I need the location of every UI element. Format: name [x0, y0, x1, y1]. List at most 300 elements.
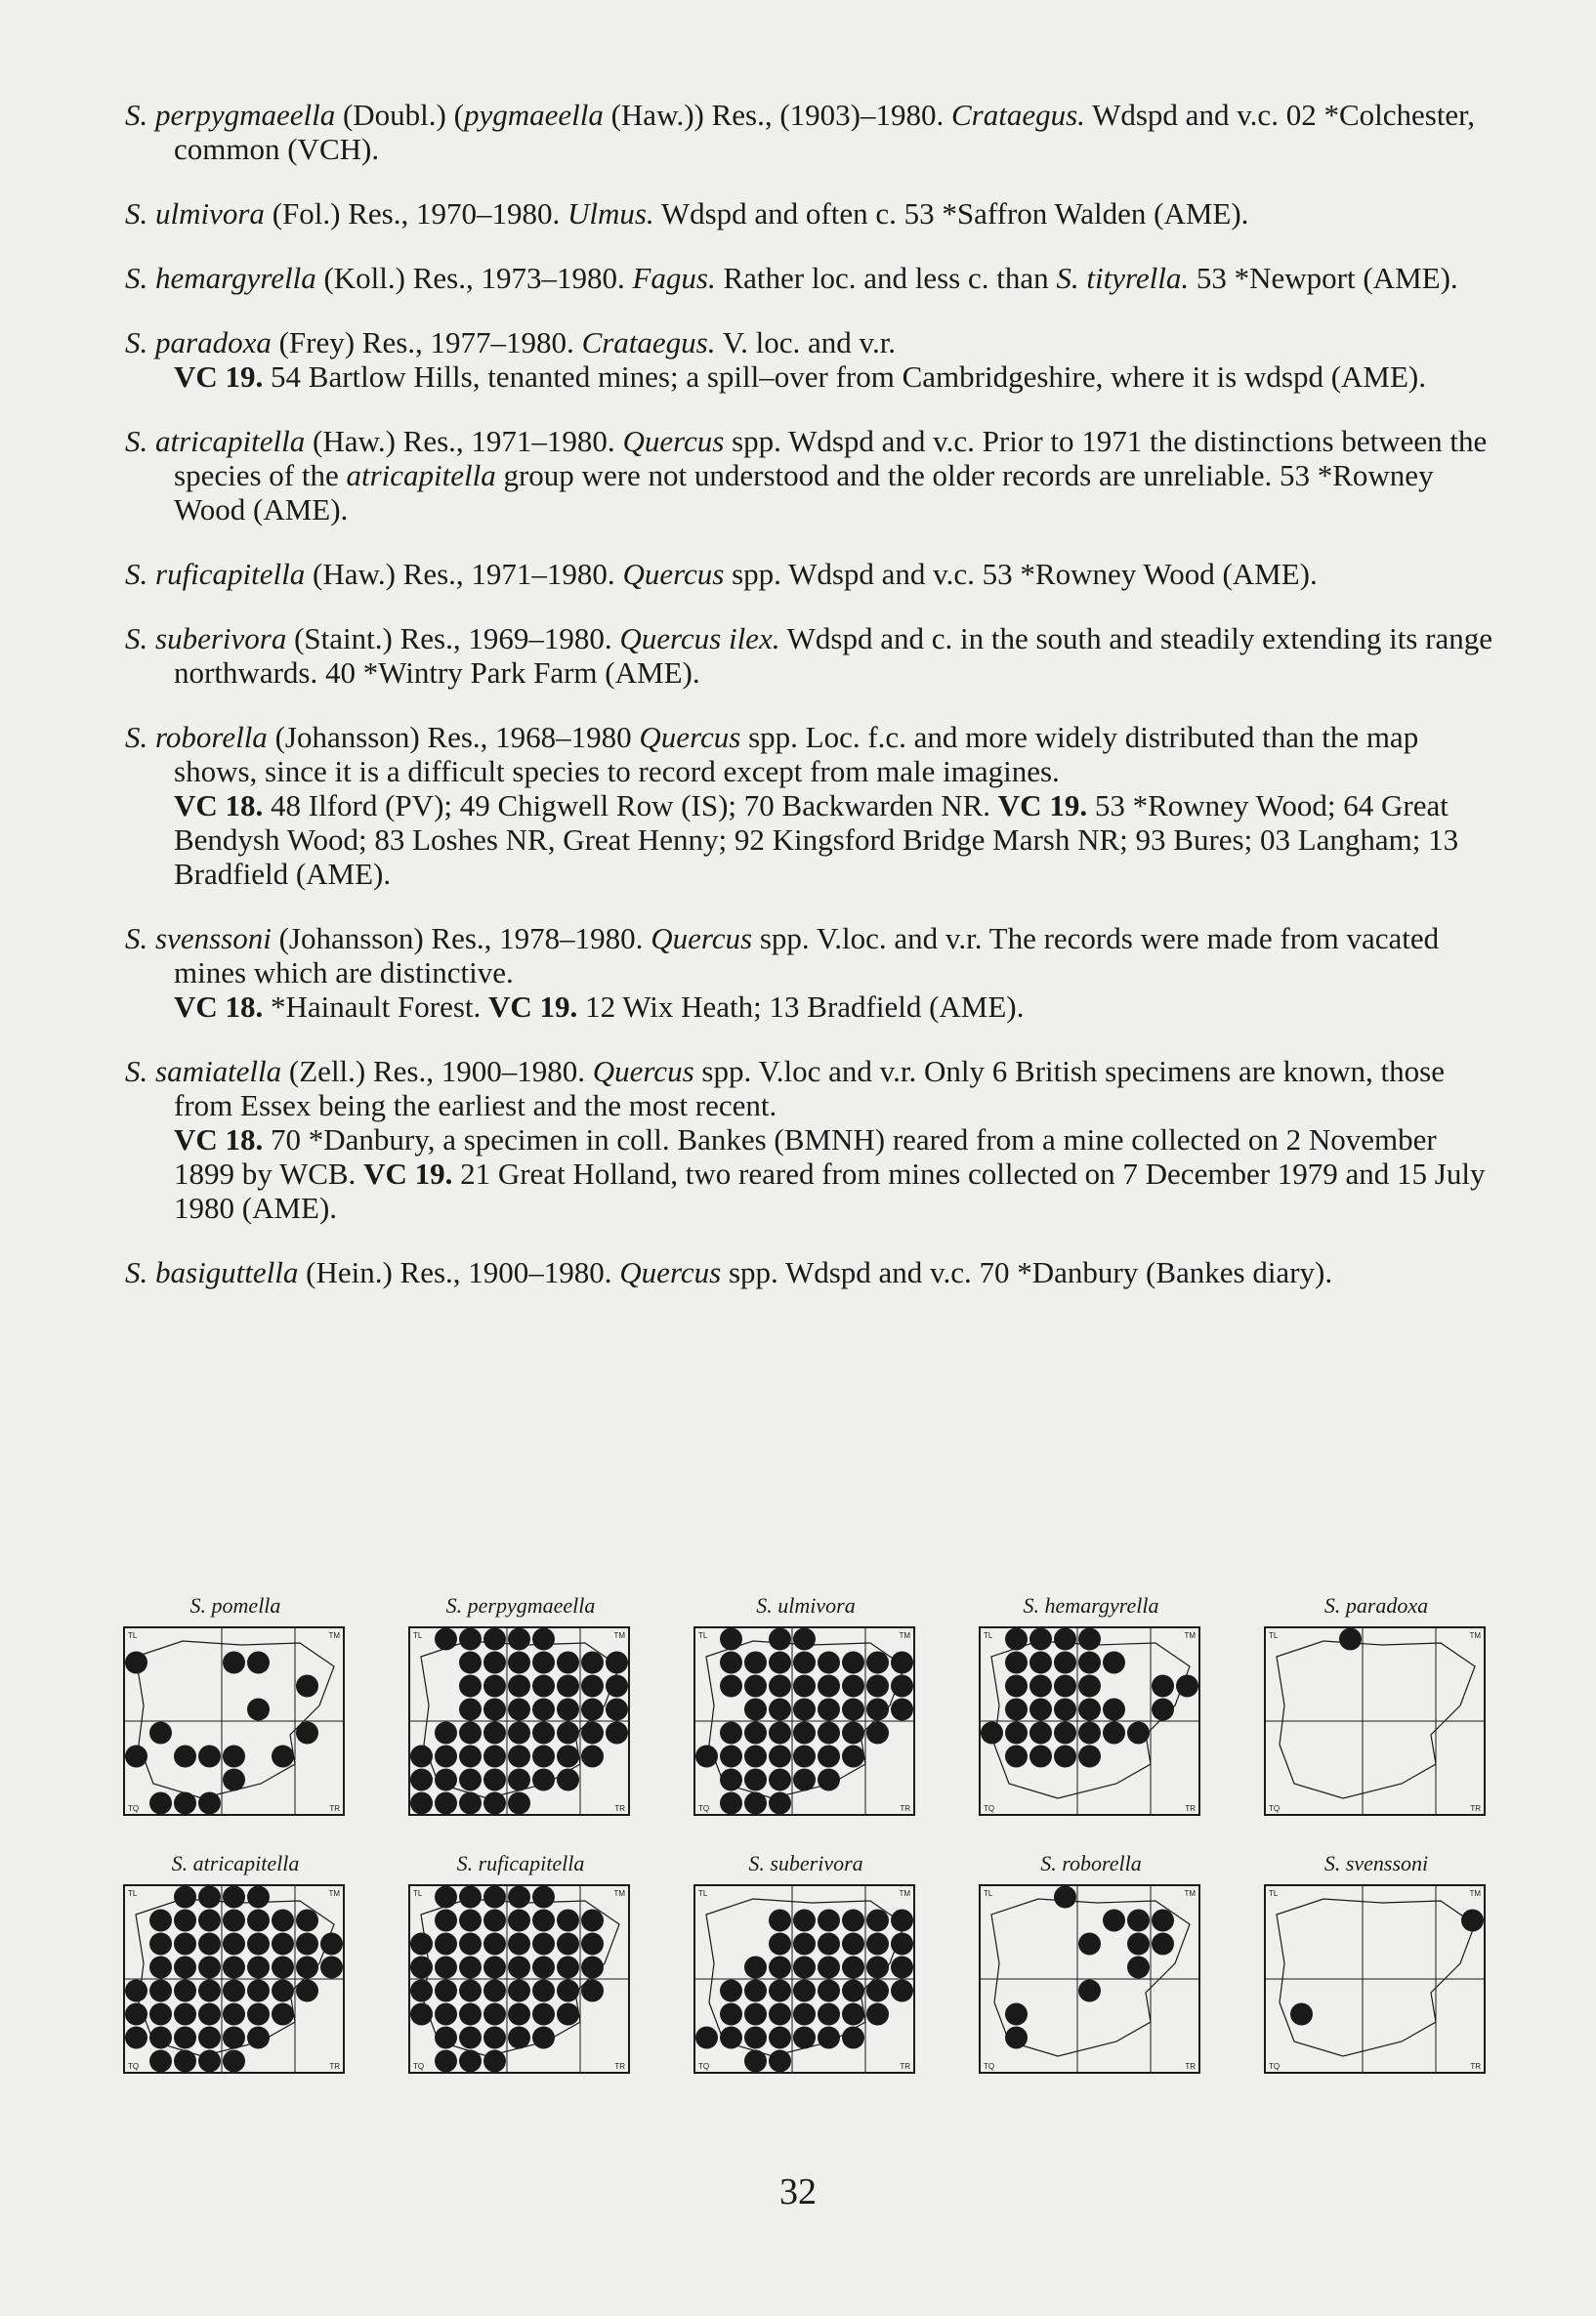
distribution-map [683, 1590, 929, 1827]
record-dot [866, 1933, 889, 1956]
record-dot [744, 1675, 767, 1698]
record-dot [842, 1933, 864, 1956]
record-dot [223, 1980, 245, 2002]
map-species-label: S. ulmivora [756, 1593, 856, 1618]
record-dot [866, 2003, 889, 2026]
record-dot [557, 1699, 579, 1721]
vice-county-records [174, 1122, 1492, 1225]
entry-text-segment: Fagus. [632, 261, 716, 295]
record-dot [744, 2003, 767, 2026]
species-entry [125, 261, 1492, 295]
entry-text-segment: (Johansson) Res., 1968–1980 [274, 720, 640, 754]
record-dot [125, 2027, 147, 2049]
record-dot [557, 1746, 579, 1768]
species-entry [125, 98, 1492, 166]
record-text-segment: 12 Wix Heath; 13 Bradfield (AME). [577, 990, 1025, 1024]
record-dot [842, 2027, 864, 2049]
record-dot [793, 1957, 816, 1979]
record-dot [1054, 1652, 1076, 1674]
grid-square-label: TM [1184, 1889, 1196, 1898]
record-dot [508, 1628, 530, 1651]
essex-map [1259, 1879, 1493, 2084]
distribution-maps [112, 1590, 1499, 2106]
record-dot [769, 2003, 791, 2026]
record-dot [459, 1722, 482, 1745]
record-dot [557, 1769, 579, 1791]
record-dot [508, 1746, 530, 1768]
record-dot [508, 1722, 530, 1745]
record-dot [1103, 1910, 1125, 1932]
species-name: S. basiguttella [125, 1255, 299, 1289]
grid-square-label: TR [900, 2062, 910, 2071]
record-dot [1005, 1699, 1028, 1721]
record-dot [891, 1652, 913, 1674]
record-dot [1029, 1746, 1052, 1768]
species-name: S. perpygmaeella [125, 98, 336, 132]
record-dot [483, 1628, 506, 1651]
record-dot [842, 2003, 864, 2026]
record-dot [793, 1675, 816, 1698]
record-dot [410, 1933, 433, 1956]
record-dot [793, 1652, 816, 1674]
record-dot [818, 1652, 840, 1674]
record-dot [606, 1722, 628, 1745]
record-dot [435, 1628, 457, 1651]
entry-text-segment: (Frey) Res., 1977–1980. [278, 325, 582, 359]
record-dot [435, 1722, 457, 1745]
record-dot [125, 2003, 147, 2026]
record-dot [532, 1886, 555, 1909]
entry-description [125, 1255, 1492, 1289]
record-dot [1054, 1722, 1076, 1745]
map-row-2 [112, 1848, 1499, 2084]
record-dot [320, 1933, 343, 1956]
species-name: S. svenssoni [125, 921, 272, 955]
record-dot [842, 1746, 864, 1768]
map-species-label: S. paradoxa [1323, 1593, 1429, 1618]
map-species-label: S. atricapitella [171, 1851, 300, 1875]
record-dot [483, 1746, 506, 1768]
record-dot [1054, 1628, 1076, 1651]
entry-text-segment: Crataegus. [581, 325, 716, 359]
record-dot [272, 1910, 294, 1932]
record-text-segment: VC 19. [997, 788, 1088, 822]
record-text-segment: VC 19. [174, 359, 264, 394]
record-dot [459, 2027, 482, 2049]
record-dot [483, 1980, 506, 2002]
entry-text-segment: spp. Wdspd and v.c. 70 *Danbury (Bankes diary). [721, 1255, 1333, 1289]
species-name: S. atricapitella [125, 424, 306, 458]
record-dot [483, 1886, 506, 1909]
record-dot [866, 1722, 889, 1745]
record-dot [1078, 1933, 1101, 1956]
record-dot [720, 1769, 742, 1791]
record-dot [483, 1933, 506, 1956]
record-dot [174, 1792, 196, 1815]
grid-square-label: TM [899, 1631, 910, 1640]
grid-square-label: TL [128, 1889, 138, 1898]
record-dot [532, 1933, 555, 1956]
record-dot [1054, 1675, 1076, 1698]
record-dot [1005, 1722, 1028, 1745]
record-dot [769, 1957, 791, 1979]
essex-map [689, 1621, 923, 1827]
entry-text-segment: (Doubl.) ( [342, 98, 464, 132]
record-dot [793, 1910, 816, 1932]
record-dot [1078, 1746, 1101, 1768]
grid-square-label: TM [1469, 1631, 1481, 1640]
species-entry [125, 325, 1492, 394]
record-dot [483, 1652, 506, 1674]
record-dot [557, 1675, 579, 1698]
record-dot [483, 2050, 506, 2073]
record-dot [532, 1910, 555, 1932]
record-dot [410, 2003, 433, 2026]
record-dot [1054, 1699, 1076, 1721]
species-name: S. ruficapitella [125, 557, 306, 591]
record-dot [1461, 1910, 1484, 1932]
record-dot [198, 1746, 221, 1768]
record-dot [818, 2027, 840, 2049]
entry-text-segment: spp. Wdspd and v.c. Prior to 1971 the distinctions between the species of the [174, 424, 1488, 492]
grid-square-label: TQ [413, 2062, 425, 2071]
record-dot [508, 1886, 530, 1909]
grid-square-label: TM [1469, 1889, 1481, 1898]
record-dot [720, 1675, 742, 1698]
record-dot [174, 1957, 196, 1979]
record-dot [296, 1722, 318, 1745]
record-dot [125, 1746, 147, 1768]
record-dot [174, 2050, 196, 2073]
grid-square-label: TQ [698, 2062, 710, 2071]
grid-square-label: TR [329, 1804, 340, 1813]
map-species-label: S. roborella [1040, 1851, 1142, 1875]
species-name: S. paradoxa [125, 325, 272, 359]
entry-text-segment: pygmaeella [463, 98, 604, 132]
species-entries [125, 98, 1492, 1320]
entry-text-segment: (Zell.) Res., 1900–1980. [288, 1054, 593, 1088]
entry-text-segment: Wdspd and v.c. 02 *Colchester, common (VCH). [174, 98, 1476, 166]
record-dot [1127, 1957, 1150, 1979]
record-dot [174, 1910, 196, 1932]
record-dot [483, 2003, 506, 2026]
record-dot [459, 1769, 482, 1791]
grid-square-label: TQ [1269, 2062, 1281, 2071]
record-dot [174, 1980, 196, 2002]
record-dot [557, 1933, 579, 1956]
entry-text-segment: Wdspd and often c. 53 *Saffron Walden (AME). [653, 196, 1249, 231]
species-name: S. ulmivora [125, 196, 265, 231]
record-dot [1029, 1628, 1052, 1651]
record-dot [435, 1980, 457, 2002]
grid-square-label: TM [899, 1889, 910, 1898]
record-dot [842, 1652, 864, 1674]
record-dot [818, 1675, 840, 1698]
record-dot [720, 1722, 742, 1745]
entry-text-segment: Crataegus. [950, 98, 1085, 132]
record-dot [891, 1675, 913, 1698]
entry-text-segment: (Johansson) Res., 1978–1980. [278, 921, 651, 955]
record-dot [1029, 1699, 1052, 1721]
entry-text-segment: group were not understood and the older records are unreliable. 53 *Rowney Wood (AME). [174, 458, 1434, 526]
record-dot [1005, 2027, 1028, 2049]
record-dot [459, 1980, 482, 2002]
record-dot [149, 1933, 172, 1956]
record-dot [435, 1957, 457, 1979]
record-dot [149, 1980, 172, 2002]
grid-square-label: TL [128, 1631, 138, 1640]
entry-text-segment: spp. V.loc and v.r. Only 6 British specimens are known, those from Essex being the earliest and the most recent. [174, 1054, 1445, 1122]
grid-square-label: TM [613, 1631, 625, 1640]
record-dot [695, 1746, 718, 1768]
record-dot [581, 1746, 604, 1768]
record-dot [842, 1910, 864, 1932]
record-dot [1152, 1933, 1174, 1956]
species-entry [125, 921, 1492, 1024]
entry-description [125, 720, 1492, 788]
record-text-segment: 21 Great Holland, two reared from mines collected on 7 December 1979 and 15 July 1980 (AME). [174, 1157, 1486, 1225]
record-dot [174, 1886, 196, 1909]
record-dot [720, 2027, 742, 2049]
species-name: S. hemargyrella [125, 261, 316, 295]
entry-text-segment: (Haw.) Res., 1971–1980. [313, 424, 623, 458]
record-dot [223, 2050, 245, 2073]
record-dot [769, 1933, 791, 1956]
record-dot [842, 1980, 864, 2002]
record-dot [1005, 2003, 1028, 2026]
grid-square-label: TL [698, 1631, 708, 1640]
distribution-map [398, 1848, 644, 2084]
essex-map [974, 1879, 1208, 2084]
record-dot [149, 1722, 172, 1745]
record-dot [532, 1628, 555, 1651]
record-dot [483, 1722, 506, 1745]
entry-text-segment: (Haw.) Res., 1971–1980. [313, 557, 623, 591]
record-dot [296, 1980, 318, 2002]
record-dot [1078, 1722, 1101, 1745]
record-dot [891, 1957, 913, 1979]
grid-square-label: TM [328, 1889, 340, 1898]
record-dot [818, 2003, 840, 2026]
record-dot [296, 1675, 318, 1698]
record-dot [459, 2050, 482, 2073]
record-dot [720, 1746, 742, 1768]
record-dot [981, 1722, 1003, 1745]
record-dot [744, 1769, 767, 1791]
record-dot [198, 1933, 221, 1956]
record-dot [744, 1652, 767, 1674]
record-dot [320, 1957, 343, 1979]
record-dot [296, 1957, 318, 1979]
grid-square-label: TR [329, 2062, 340, 2071]
record-dot [459, 1886, 482, 1909]
record-dot [435, 2027, 457, 2049]
record-dot [198, 2027, 221, 2049]
record-dot [198, 1792, 221, 1815]
record-dot [1103, 1652, 1125, 1674]
species-name: S. samiatella [125, 1054, 282, 1088]
record-dot [769, 1675, 791, 1698]
record-dot [223, 1910, 245, 1932]
record-dot [769, 1722, 791, 1745]
record-dot [1152, 1699, 1174, 1721]
species-entry [125, 424, 1492, 526]
record-dot [793, 1933, 816, 1956]
record-dot [272, 1957, 294, 1979]
record-dot [842, 1699, 864, 1721]
record-dot [272, 2003, 294, 2026]
record-dot [459, 1910, 482, 1932]
record-dot [744, 1980, 767, 2002]
record-dot [483, 1675, 506, 1698]
record-dot [1127, 1722, 1150, 1745]
record-dot [410, 1769, 433, 1791]
distribution-map [1253, 1848, 1499, 2084]
record-dot [793, 1769, 816, 1791]
record-dot [296, 1910, 318, 1932]
record-dot [247, 1699, 270, 1721]
record-dot [1078, 1675, 1101, 1698]
record-dot [125, 1652, 147, 1674]
entry-description [125, 621, 1492, 690]
grid-square-label: TL [1269, 1631, 1279, 1640]
record-dot [744, 2027, 767, 2049]
entry-text-segment: Quercus [592, 1054, 694, 1088]
record-dot [818, 1933, 840, 1956]
grid-square-label: TM [613, 1889, 625, 1898]
grid-square-label: TL [413, 1631, 423, 1640]
record-dot [483, 1699, 506, 1721]
record-dot [744, 1699, 767, 1721]
record-dot [606, 1652, 628, 1674]
record-dot [1078, 1628, 1101, 1651]
record-dot [793, 1980, 816, 2002]
record-dot [1078, 1980, 1101, 2002]
grid-square-label: TR [1185, 1804, 1196, 1813]
record-dot [149, 2027, 172, 2049]
record-dot [508, 1699, 530, 1721]
record-dot [459, 1628, 482, 1651]
entry-text-segment: Quercus [639, 720, 741, 754]
record-dot [1005, 1652, 1028, 1674]
county-outline [1277, 1899, 1475, 2056]
record-dot [1005, 1675, 1028, 1698]
distribution-map [112, 1848, 358, 2084]
record-dot [1127, 1910, 1150, 1932]
record-dot [1176, 1675, 1198, 1698]
record-dot [793, 1628, 816, 1651]
record-dot [1103, 1722, 1125, 1745]
record-dot [410, 1980, 433, 2002]
record-dot [891, 1699, 913, 1721]
record-dot [272, 1746, 294, 1768]
grid-square-label: TR [1470, 2062, 1481, 2071]
record-dot [744, 1746, 767, 1768]
record-text-segment: VC 19. [363, 1157, 453, 1191]
record-dot [866, 1910, 889, 1932]
record-dot [842, 1675, 864, 1698]
record-dot [1290, 2003, 1313, 2026]
record-dot [198, 1910, 221, 1932]
entry-description [125, 921, 1492, 990]
record-dot [223, 1933, 245, 1956]
record-dot [769, 1910, 791, 1932]
species-name: S. suberivora [125, 621, 287, 655]
record-dot [581, 1722, 604, 1745]
record-dot [247, 2003, 270, 2026]
record-dot [247, 1886, 270, 1909]
entry-text-segment: Quercus [622, 424, 725, 458]
record-dot [483, 1957, 506, 1979]
essex-map [1259, 1621, 1493, 1827]
record-dot [198, 1886, 221, 1909]
map-species-label: S. svenssoni [1323, 1851, 1429, 1875]
record-dot [818, 1699, 840, 1721]
record-dot [1078, 1699, 1101, 1721]
record-dot [1127, 1933, 1150, 1956]
record-dot [891, 1980, 913, 2002]
record-dot [581, 1980, 604, 2002]
grid-square-label: TQ [984, 2062, 995, 2071]
record-dot [769, 2050, 791, 2073]
vice-county-records [174, 990, 1492, 1024]
record-dot [744, 1957, 767, 1979]
record-dot [1054, 1886, 1076, 1909]
record-dot [459, 1957, 482, 1979]
record-dot [581, 1933, 604, 1956]
record-dot [272, 1933, 294, 1956]
record-dot [174, 1746, 196, 1768]
distribution-map [968, 1590, 1214, 1827]
grid-square-label: TQ [984, 1804, 995, 1813]
map-species-label: S. hemargyrella [1023, 1593, 1159, 1618]
record-dot [459, 1933, 482, 1956]
record-dot [769, 1746, 791, 1768]
record-dot [769, 1769, 791, 1791]
record-dot [744, 1722, 767, 1745]
grid-square-label: TQ [698, 1804, 710, 1813]
record-dot [581, 1910, 604, 1932]
record-dot [410, 1792, 433, 1815]
record-dot [769, 1792, 791, 1815]
entry-description [125, 98, 1492, 166]
grid-square-label: TR [1470, 1804, 1481, 1813]
map-species-label: S. perpygmaeella [445, 1593, 596, 1618]
grid-square-label: TQ [128, 1804, 140, 1813]
record-text-segment: 48 Ilford (PV); 49 Chigwell Row (IS); 70 Backwarden NR. [263, 788, 998, 822]
record-dot [581, 1957, 604, 1979]
entry-text-segment: spp. Wdspd and v.c. 53 *Rowney Wood (AME). [724, 557, 1318, 591]
entry-description [125, 557, 1492, 591]
record-dot [1152, 1910, 1174, 1932]
record-dot [532, 1699, 555, 1721]
record-dot [223, 1769, 245, 1791]
record-dot [532, 1722, 555, 1745]
grid-square-label: TL [984, 1631, 993, 1640]
record-dot [532, 1980, 555, 2002]
entry-text-segment: V. loc. and v.r. [715, 325, 897, 359]
record-dot [435, 1886, 457, 1909]
record-dot [866, 1980, 889, 2002]
record-dot [508, 1980, 530, 2002]
record-dot [149, 2050, 172, 2073]
record-dot [247, 1957, 270, 1979]
entry-text-segment: spp. V.loc. and v.r. The records were made from vacated mines which are distinctive. [174, 921, 1440, 990]
distribution-map [1253, 1590, 1499, 1827]
record-dot [557, 1722, 579, 1745]
grid-square-label: TL [413, 1889, 423, 1898]
record-dot [508, 2027, 530, 2049]
